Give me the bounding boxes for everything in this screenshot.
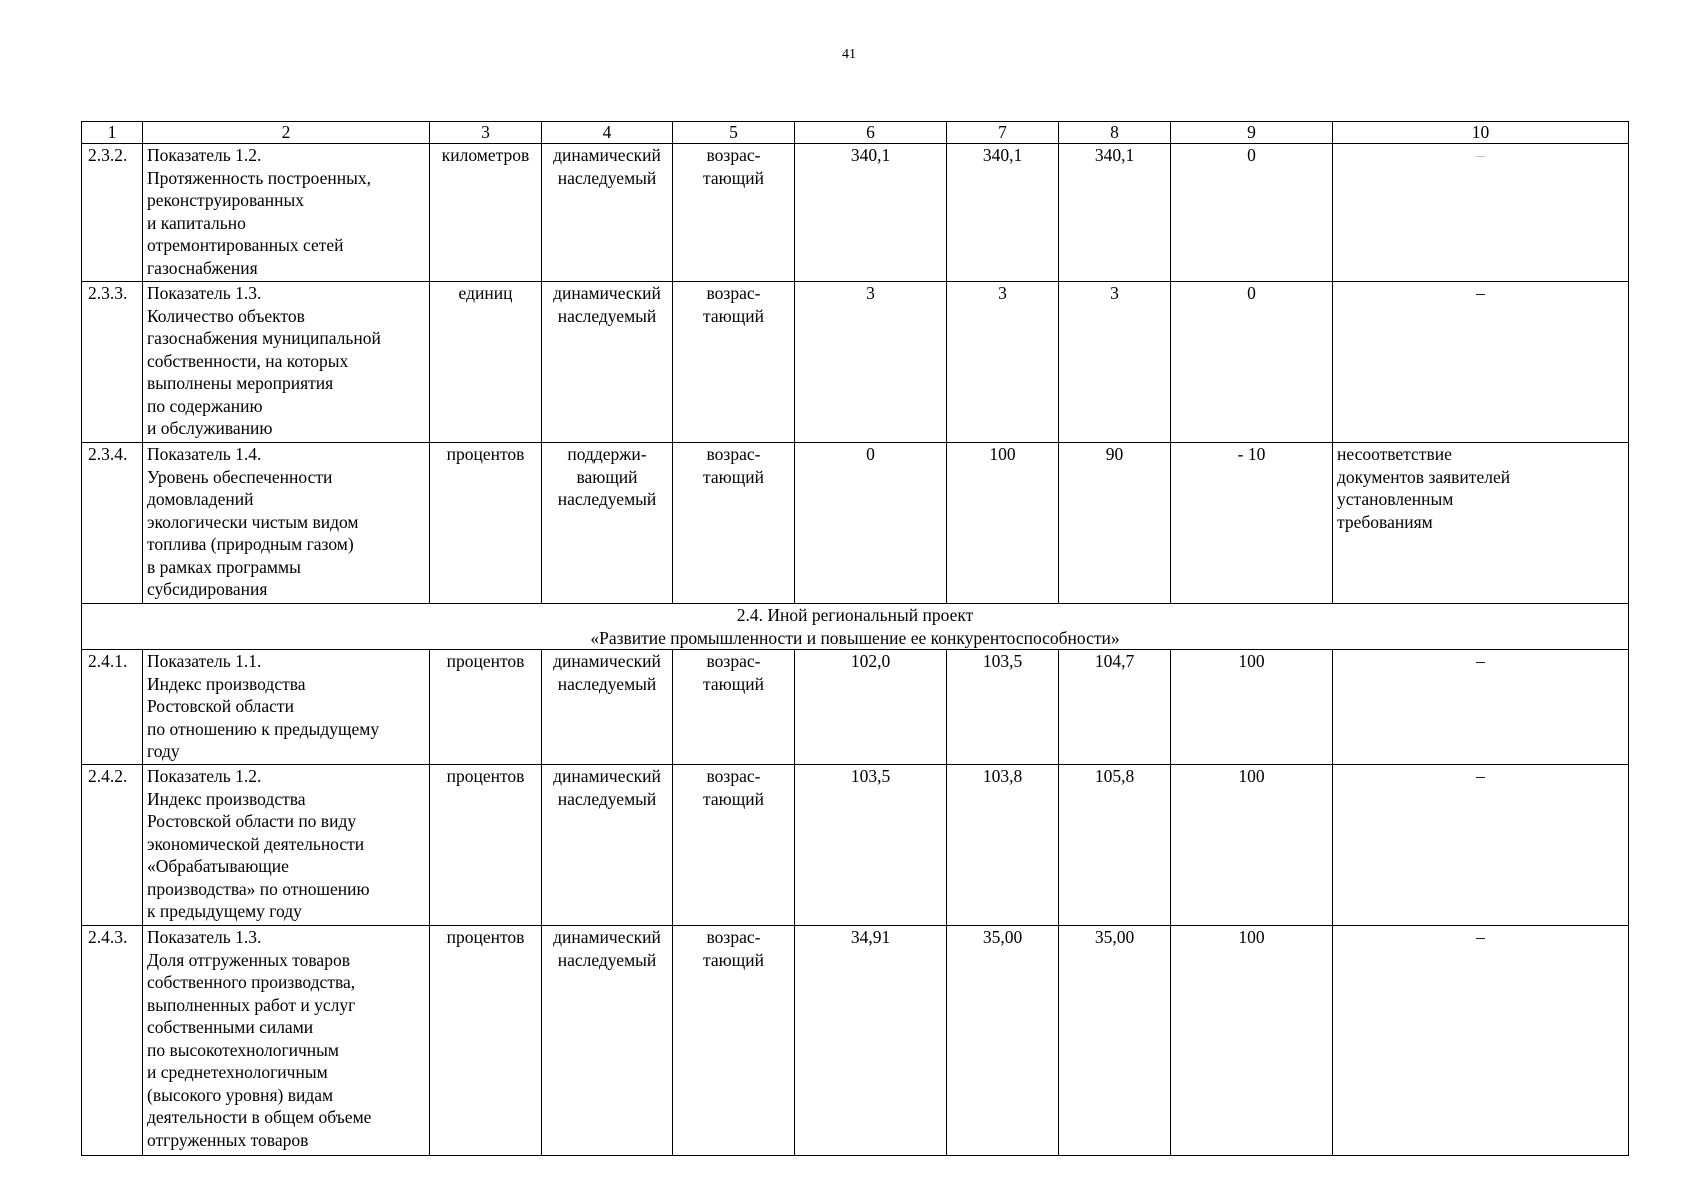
value-col-7: 103,5 <box>947 650 1059 765</box>
value-col-9: 0 <box>1171 282 1333 443</box>
value-col-6: 340,1 <box>795 144 947 282</box>
row-number: 2.3.3. <box>82 282 143 443</box>
indicator-direction: возрас- тающий <box>673 144 795 282</box>
indicator-type: динамический наследуемый <box>542 765 673 926</box>
value-col-9: - 10 <box>1171 443 1333 604</box>
indicator-name: Показатель 1.1. Индекс производства Ростовской области по отношению к предыдущему году <box>143 650 430 765</box>
indicator-direction: возрас- тающий <box>673 282 795 443</box>
indicator-direction: возрас- тающий <box>673 765 795 926</box>
value-col-8: 105,8 <box>1059 765 1171 926</box>
row-number: 2.4.1. <box>82 650 143 765</box>
section-header-row <box>82 604 1629 650</box>
column-header: 1 <box>82 122 143 144</box>
value-col-7: 35,00 <box>947 926 1059 1156</box>
indicator-name: Показатель 1.2. Индекс производства Ростовской области по виду экономической деятельности «Обрабатывающие производства» по отношению к предыдущему году <box>143 765 430 926</box>
value-col-8: 90 <box>1059 443 1171 604</box>
unit-of-measure: единиц <box>430 282 542 443</box>
value-col-7: 103,8 <box>947 765 1059 926</box>
row-number: 2.3.2. <box>82 144 143 282</box>
value-col-8: 104,7 <box>1059 650 1171 765</box>
value-col-9: 100 <box>1171 650 1333 765</box>
table-header-row <box>82 122 1629 144</box>
value-col-9: 100 <box>1171 926 1333 1156</box>
table-row <box>82 650 1629 765</box>
row-number: 2.4.3. <box>82 926 143 1156</box>
indicator-direction: возрас- тающий <box>673 926 795 1156</box>
value-col-8: 3 <box>1059 282 1171 443</box>
indicator-name: Показатель 1.2. Протяженность построенных, реконструированных и капитально отремонтированных сетей газоснабжения <box>143 144 430 282</box>
value-col-8: 340,1 <box>1059 144 1171 282</box>
value-col-8: 35,00 <box>1059 926 1171 1156</box>
column-header: 4 <box>542 122 673 144</box>
indicator-type: динамический наследуемый <box>542 282 673 443</box>
unit-of-measure: процентов <box>430 443 542 604</box>
unit-of-measure: процентов <box>430 765 542 926</box>
value-col-9: 0 <box>1171 144 1333 282</box>
note: – <box>1333 650 1629 765</box>
note: несоответствие документов заявителей установленным требованиям <box>1333 443 1629 604</box>
table-row <box>82 144 1629 282</box>
indicator-type: поддержи- вающий наследуемый <box>542 443 673 604</box>
indicator-type: динамический наследуемый <box>542 650 673 765</box>
note: – <box>1333 926 1629 1156</box>
value-col-7: 100 <box>947 443 1059 604</box>
unit-of-measure: километров <box>430 144 542 282</box>
value-col-9: 100 <box>1171 765 1333 926</box>
indicators-table <box>81 121 1629 1156</box>
unit-of-measure: процентов <box>430 650 542 765</box>
column-header: 2 <box>143 122 430 144</box>
indicator-name: Показатель 1.3. Количество объектов газоснабжения муниципальной собственности, на которых выполнены мероприятия по содержанию и обслуживанию <box>143 282 430 443</box>
value-col-6: 102,0 <box>795 650 947 765</box>
table-row <box>82 443 1629 604</box>
indicator-direction: возрас- тающий <box>673 443 795 604</box>
note: – <box>1333 282 1629 443</box>
row-number: 2.4.2. <box>82 765 143 926</box>
column-header: 9 <box>1171 122 1333 144</box>
section-title: 2.4. Иной региональный проект «Развитие промышленности и повышение ее конкурентоспособности» <box>82 604 1629 650</box>
value-col-6: 103,5 <box>795 765 947 926</box>
indicator-name: Показатель 1.4. Уровень обеспеченности домовладений экологически чистым видом топлива (природным газом) в рамках программы субсидирования <box>143 443 430 604</box>
column-header: 6 <box>795 122 947 144</box>
indicator-direction: возрас- тающий <box>673 650 795 765</box>
note: – <box>1333 144 1629 282</box>
column-header: 8 <box>1059 122 1171 144</box>
column-header: 10 <box>1333 122 1629 144</box>
column-header: 7 <box>947 122 1059 144</box>
column-header: 5 <box>673 122 795 144</box>
indicator-name: Показатель 1.3. Доля отгруженных товаров собственного производства, выполненных работ и услуг собственными силами по высокотехнологичным и среднетехнологичным (высокого уровня) видам деятельности в общем объеме отгруженных товаров <box>143 926 430 1156</box>
value-col-7: 340,1 <box>947 144 1059 282</box>
page-number: 41 <box>842 47 856 62</box>
note: – <box>1333 765 1629 926</box>
value-col-6: 0 <box>795 443 947 604</box>
row-number: 2.3.4. <box>82 443 143 604</box>
table-row <box>82 282 1629 443</box>
value-col-7: 3 <box>947 282 1059 443</box>
indicator-type: динамический наследуемый <box>542 926 673 1156</box>
table-row <box>82 765 1629 926</box>
column-header: 3 <box>430 122 542 144</box>
unit-of-measure: процентов <box>430 926 542 1156</box>
indicator-type: динамический наследуемый <box>542 144 673 282</box>
table-row <box>82 926 1629 1156</box>
value-col-6: 34,91 <box>795 926 947 1156</box>
value-col-6: 3 <box>795 282 947 443</box>
